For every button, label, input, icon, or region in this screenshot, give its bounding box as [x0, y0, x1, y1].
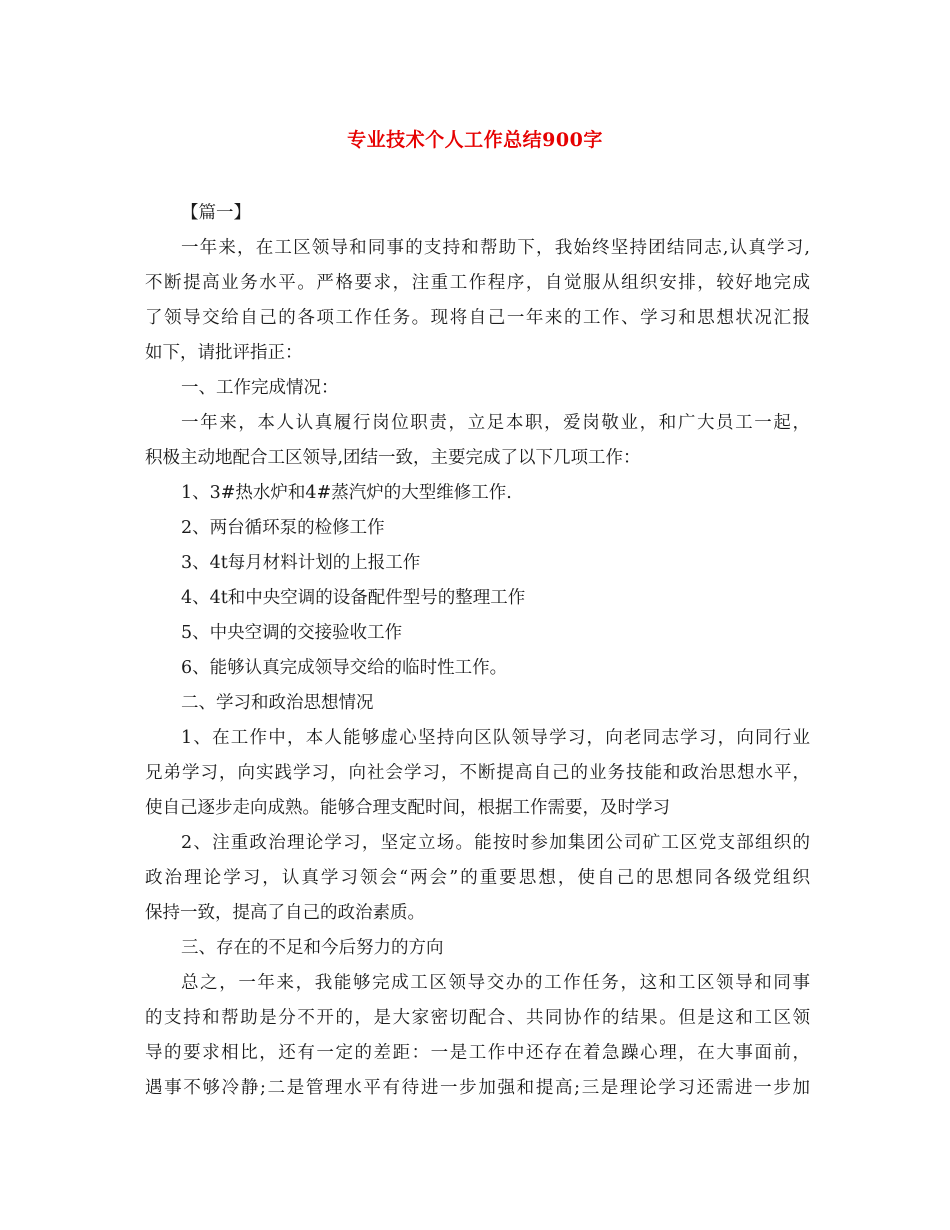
text-line: 总之，一年来，我能够完成工区领导交办的工作任务，这和工区领导和同事 — [181, 973, 810, 993]
document-title: 专业技术个人工作总结900字 — [347, 129, 603, 151]
text-line: 保持一致，提高了自己的政治素质。 — [145, 903, 425, 923]
text-line: 积极主动地配合工区领导,团结一致，主要完成了以下几项工作： — [145, 448, 641, 468]
text-line: 了领导交给自己的各项工作任务。现将自己一年来的工作、学习和思想状况汇报 — [145, 308, 810, 328]
text-line: 遇事不够冷静;二是管理水平有待进一步加强和提高;三是理论学习还需进一步加 — [145, 1078, 810, 1098]
text-line: 政治理论学习，认真学习领会“两会”的重要思想，使自己的思想同各级党组织 — [145, 868, 810, 888]
text-line: 如下，请批评指正： — [145, 343, 303, 363]
text-line: 一年来，本人认真履行岗位职责，立足本职，爱岗敬业，和广大员工一起， — [181, 413, 810, 433]
text-line: 2、两台循环泵的检修工作 — [181, 518, 385, 538]
document-body — [145, 196, 810, 1106]
text-line: 一、工作完成情况： — [181, 378, 339, 398]
text-line: 导的要求相比，还有一定的差距：一是工作中还存在着急躁心理，在大事面前， — [145, 1043, 810, 1063]
text-line: 3、4t每月材料计划的上报工作 — [181, 553, 421, 573]
text-line: 4、4t和中央空调的设备配件型号的整理工作 — [181, 588, 526, 608]
paragraph-lines — [145, 231, 810, 1106]
text-line: 不断提高业务水平。严格要求，注重工作程序，自觉服从组织安排，较好地完成 — [145, 273, 810, 293]
text-line: 1、3#热水炉和4#蒸汽炉的大型维修工作. — [181, 483, 512, 503]
text-line: 的支持和帮助是分不开的，是大家密切配合、共同协作的结果。但是这和工区领 — [145, 1008, 810, 1028]
text-line: 使自己逐步走向成熟。能够合理支配时间，根据工作需要，及时学习 — [145, 798, 670, 818]
text-line: 1、在工作中，本人能够虚心坚持向区队领导学习，向老同志学习，向同行业 — [181, 728, 810, 748]
section-label: 【篇一】 — [181, 203, 251, 223]
text-line: 三、存在的不足和今后努力的方向 — [181, 938, 444, 958]
text-line: 6、能够认真完成领导交给的临时性工作。 — [181, 658, 508, 678]
text-line: 5、中央空调的交接验收工作 — [181, 623, 403, 643]
text-line: 一年来，在工区领导和同事的支持和帮助下，我始终坚持团结同志,认真学习, — [181, 238, 810, 258]
text-line: 兄弟学习，向实践学习，向社会学习，不断提高自己的业务技能和政治思想水平， — [145, 763, 810, 783]
text-line: 二、学习和政治思想情况 — [181, 693, 374, 713]
text-line: 2、注重政治理论学习，坚定立场。能按时参加集团公司矿工区党支部组织的 — [181, 833, 810, 853]
